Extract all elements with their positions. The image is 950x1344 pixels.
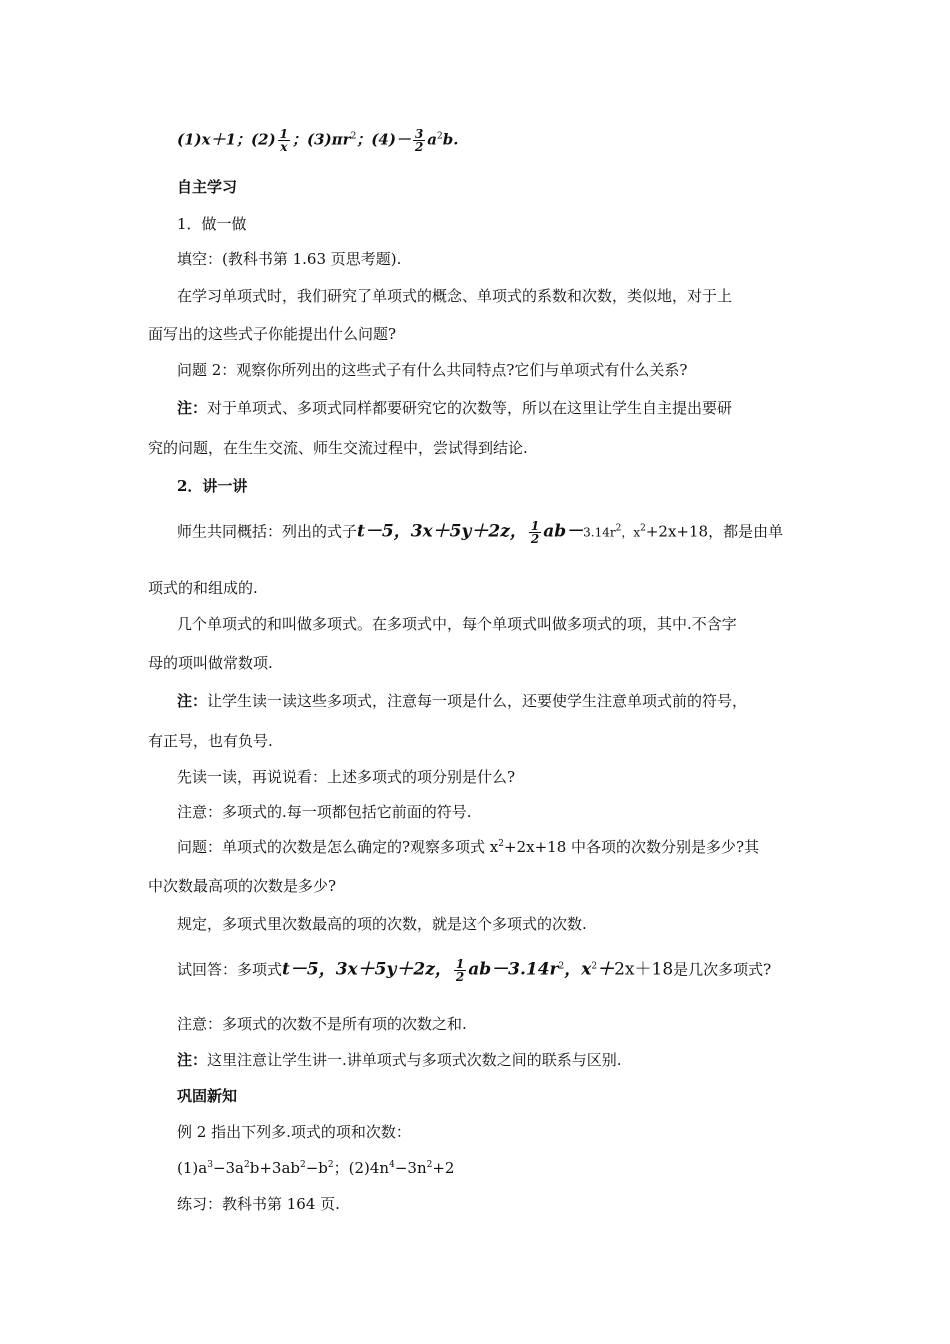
formula-part: ；(2) [236, 130, 276, 149]
expr-part: ；(2)4n [333, 1159, 390, 1177]
definition-line: 几个单项式的和叫做多项式。在多项式中，每个单项式叫做多项式的项，其中.不含字 [177, 615, 737, 633]
superscript: 2 [350, 131, 357, 142]
example-2-expressions [177, 1157, 830, 1179]
attention-1: 注意：多项式的.每一项都包括它前面的符号. [177, 803, 472, 821]
formula-part: ；(3) [292, 130, 332, 149]
try-text: 是几次多项式? [673, 960, 772, 979]
note-1-continued: 究的问题，在生生交流、师生交流过程中，尝试得到结论. [148, 439, 528, 457]
formula-part: (1) [177, 130, 202, 149]
formula-part: ；(4)－ [356, 130, 411, 149]
exercise: 练习：教科书第 164 页. [177, 1195, 340, 1213]
superscript: 3 [207, 1160, 213, 1170]
expr-part: (1)a [177, 1159, 208, 1177]
try-formula: ab－3.14r [468, 959, 559, 980]
question-2: 问题 2：观察你所列出的这些式子有什么共同特点?它们与单项式有什么关系? [177, 361, 688, 379]
fraction-three-halves: $\frac{3}{2}$ [414, 127, 424, 154]
superscript: 2 [244, 1160, 250, 1170]
expr-part: +2 [432, 1159, 455, 1177]
formula-part: b. [442, 130, 459, 149]
summary-formula: 3.14r [583, 525, 616, 540]
expr-part: b+3ab [249, 1159, 300, 1177]
formula-part: x＋1 [201, 130, 237, 149]
superscript: 2 [437, 131, 443, 142]
note-text: 让学生读一读这些多项式，注意每一项是什么，还要使学生注意单项式前的符号， [207, 692, 748, 710]
question-continued: 中次数最高项的次数是多少? [148, 877, 337, 895]
expr-part: −3a [212, 1159, 244, 1177]
summary-line [177, 520, 830, 545]
superscript: 4 [389, 1160, 395, 1170]
note-3 [177, 1049, 830, 1071]
subheading-do-it: 1．做一做 [177, 215, 247, 233]
expr-part: −b [305, 1159, 328, 1177]
try-formula: ＋ [597, 959, 615, 980]
try-answer [177, 958, 830, 983]
note-label: 注： [177, 1051, 208, 1069]
superscript: 2 [426, 1160, 433, 1170]
try-text: 试回答：多项式 [177, 960, 283, 979]
summary-text: 师生共同概括：列出的式子 [177, 522, 358, 541]
note-2-continued: 有正号，也有负号. [148, 732, 273, 750]
intro-formula [177, 128, 830, 153]
superscript: 2 [558, 961, 565, 972]
rule-definition: 规定，多项式里次数最高的项的次数，就是这个多项式的次数. [177, 915, 587, 933]
note-2 [177, 690, 830, 712]
note-label: 注： [177, 692, 208, 710]
subheading-talk: 2．讲一讲 [177, 477, 248, 495]
heading-self-study: 自主学习 [177, 178, 238, 196]
formula-part: πr [331, 130, 351, 149]
question-degree [177, 836, 830, 858]
try-formula: 2x＋18 [614, 959, 674, 980]
attention-2: 注意：多项式的次数不是所有项的次数之和. [177, 1015, 467, 1033]
fraction-one-half: $\frac{1}{2}$ [530, 519, 540, 546]
fill-in-prompt: 填空：(教科书第 1.63 页思考题). [177, 250, 402, 268]
superscript: 2 [640, 523, 646, 534]
note-label: 注： [177, 399, 208, 417]
try-formula: t－5，3x＋5y＋2z， [282, 959, 452, 980]
paragraph-line: 在学习单项式时，我们研究了单项式的概念、单项式的系数和次数，类似地，对于上 [177, 287, 733, 305]
note-1 [177, 397, 830, 419]
summary-continued: 项式的和组成的. [148, 579, 258, 597]
question-text: +2x+18 中各项的次数分别是多少?其 [504, 838, 760, 856]
formula-part: a [427, 130, 438, 149]
superscript: 2 [327, 1160, 334, 1170]
read-and-say: 先读一读，再说说看：上述多项式的项分别是什么? [177, 768, 516, 786]
heading-consolidate: 巩固新知 [177, 1087, 238, 1105]
expr-part: −3n [394, 1159, 427, 1177]
example-2: 例 2 指出下列多.项式的项和次数： [177, 1123, 411, 1141]
question-text: 问题：单项式的次数是怎么确定的?观察多项式 x [177, 838, 499, 856]
summary-formula: ，x [621, 525, 641, 540]
summary-formula: t－5，3x＋5y＋2z， [357, 521, 527, 542]
fraction-one-over-x: $\frac{1}{x}$ [279, 127, 289, 154]
note-text: 对于单项式、多项式同样都要研究它的次数等，所以在这里让学生自主提出要研 [207, 399, 733, 417]
superscript: 2 [498, 839, 505, 849]
superscript: 2 [615, 523, 622, 534]
superscript: 2 [300, 1160, 306, 1170]
fraction-one-half: $\frac{1}{2}$ [455, 957, 465, 984]
summary-formula: ab－ [543, 521, 584, 542]
try-formula: ，x [564, 959, 592, 980]
definition-continued: 母的项叫做常数项. [148, 654, 273, 672]
paragraph-line: 面写出的这些式子你能提出什么问题? [148, 325, 397, 343]
note-text: 这里注意让学生讲一.讲单项式与多项式次数之间的联系与区别. [207, 1051, 622, 1069]
superscript: 2 [591, 961, 598, 972]
summary-text: +2x+18，都是由单 [645, 522, 784, 541]
